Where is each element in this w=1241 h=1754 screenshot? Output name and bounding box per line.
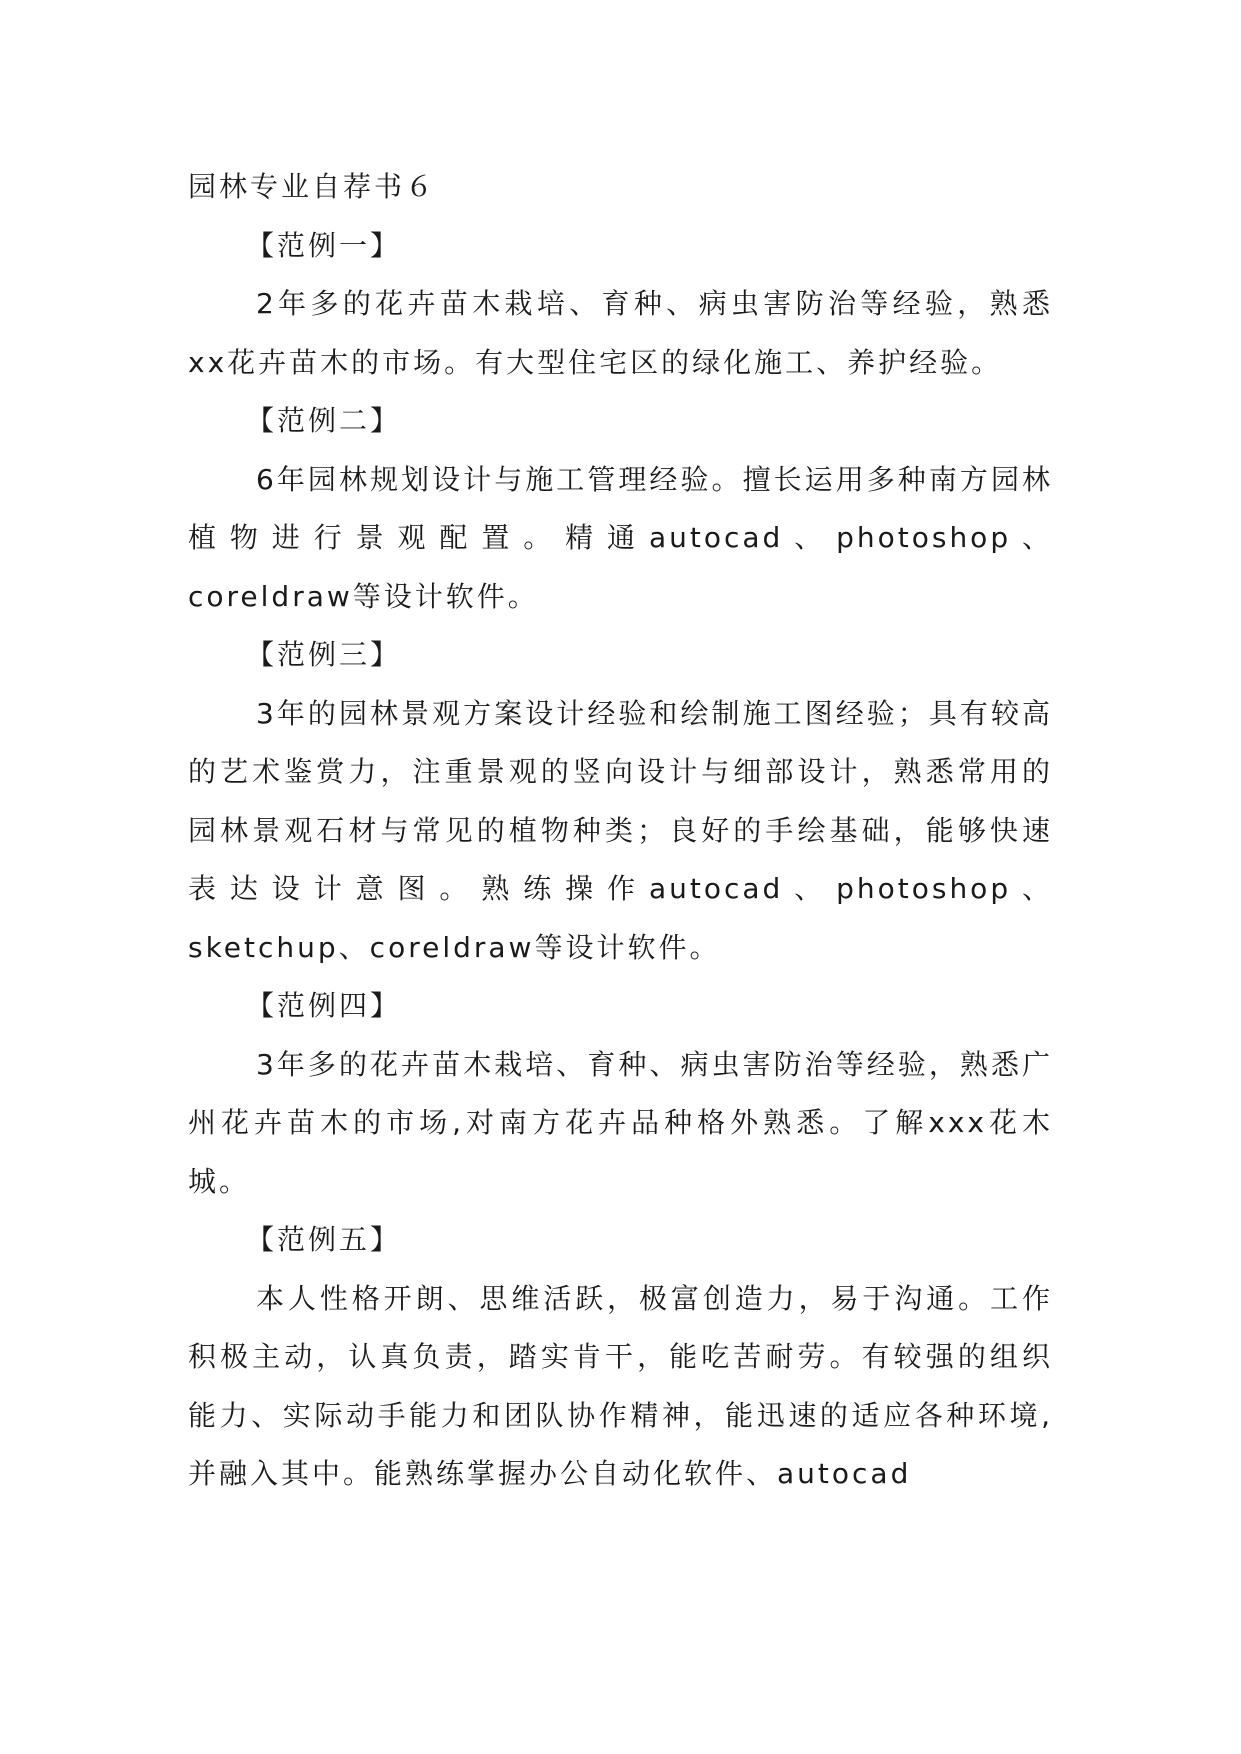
section-paragraph-2: 6年园林规划设计与施工管理经验。擅长运用多种南方园林植物进行景观配置。精通autocad、photoshop、coreldraw等设计软件。 (188, 462, 1053, 613)
document-body (188, 158, 1053, 1504)
document-title: 园林专业自荐书６ (188, 170, 437, 203)
section-paragraph-5: 本人性格开朗、思维活跃，极富创造力，易于沟通。工作积极主动，认真负责，踏实肯干，能吃苦耐劳。有较强的组织能力、实际动手能力和团队协作精神，能迅速的适应各种环境,并融入其中。能熟练掌握办公自动化软件、autocad (188, 1281, 1053, 1490)
section-heading-4: 【范例四】 (246, 989, 402, 1022)
section-heading-1: 【范例一】 (246, 228, 402, 262)
section-heading-5: 【范例五】 (246, 1223, 402, 1256)
section-heading-3: 【范例三】 (246, 638, 402, 671)
section-heading-2: 【范例二】 (246, 404, 402, 437)
section-paragraph-4: 3年多的花卉苗木栽培、育种、病虫害防治等经验，熟悉广州花卉苗木的市场,对南方花卉品种格外熟悉。了解xxx花木城。 (188, 1047, 1053, 1198)
section-paragraph-3: 3年的园林景观方案设计经验和绘制施工图经验；具有较高的艺术鉴赏力，注重景观的竖向设计与细部设计，熟悉常用的园林景观石材与常见的植物种类；良好的手绘基础，能够快速表达设计意图。熟练操作autocad、photoshop、sketchup、coreldraw等设计软件。 (188, 696, 1053, 964)
section-paragraph-1: 2年多的花卉苗木栽培、育种、病虫害防治等经验，熟悉xx花卉苗木的市场。有大型住宅区的绿化施工、养护经验。 (188, 287, 1053, 379)
